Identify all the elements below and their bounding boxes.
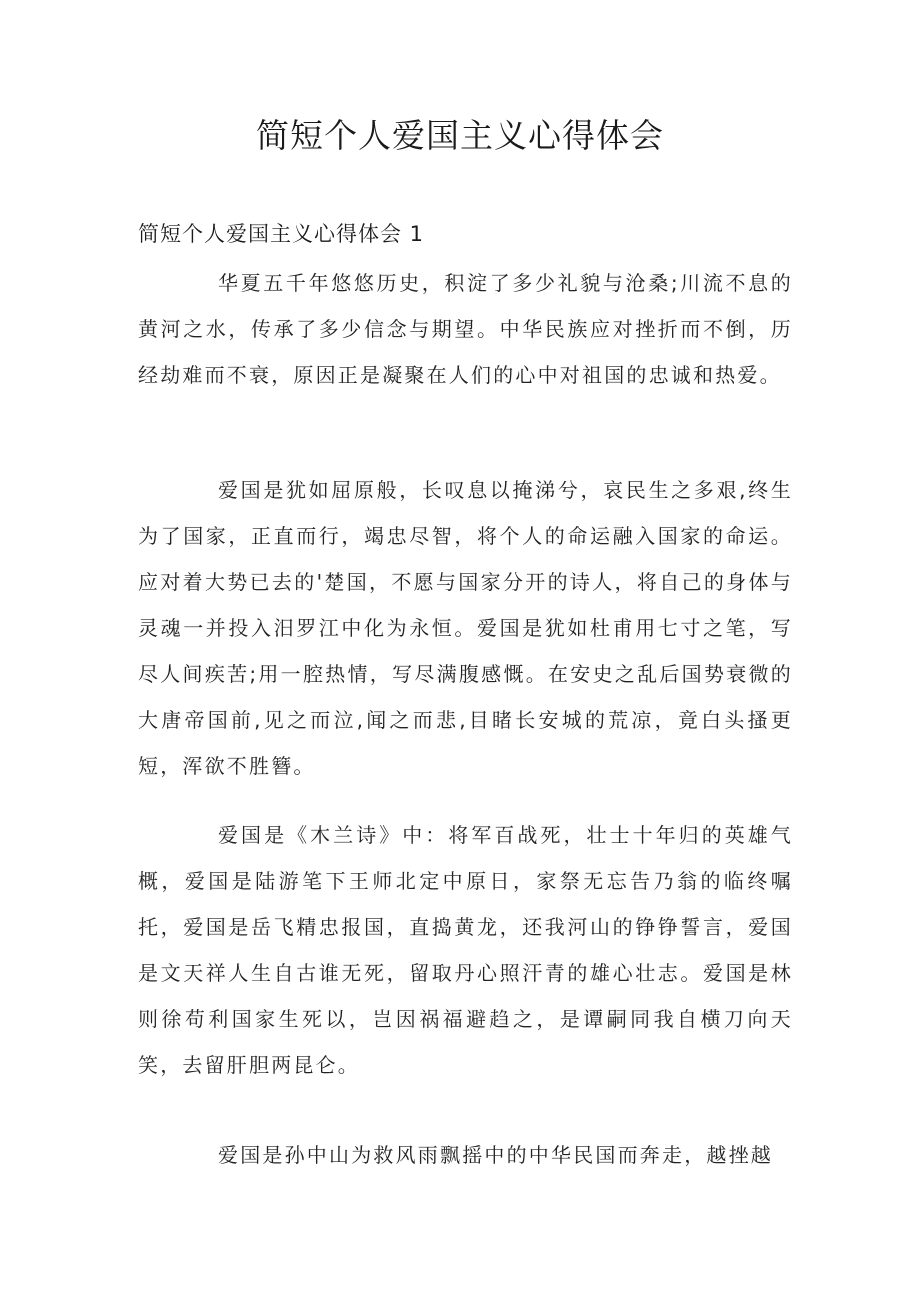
paragraph-1: 华夏五千年悠悠历史，积淀了多少礼貌与沧桑;川流不息的黄河之水，传承了多少信念与期望。中华民族应对挫折而不倒，历经劫难而不衰，原因正是凝聚在人们的心中对祖国的忠诚和热爱。 bbox=[138, 271, 793, 387]
paragraph-4: 爱国是孙中山为救风雨飘摇中的中华民国而奔走，越挫越 bbox=[218, 1143, 773, 1167]
paragraph-3: 爱国是《木兰诗》中：将军百战死，壮士十年归的英雄气概，爱国是陆游笔下王师北定中原日，家祭无忘告乃翁的临终嘱托，爱国是岳飞精忠报国，直捣黄龙，还我河山的铮铮誓言，爱国是文天祥人生自古谁无死，留取丹心照汗青的雄心壮志。爱国是林则徐苟利国家生死以，岂因祸福避趋之，是谭嗣同我自横刀向天笑，去留肝胆两昆仑。 bbox=[138, 823, 793, 1077]
document-title: 简短个人爱国主义心得体会 bbox=[256, 116, 664, 155]
paragraph-2: 爱国是犹如屈原般，长叹息以掩涕兮，哀民生之多艰,终生为了国家，正直而行，竭忠尽智，将个人的命运融入国家的命运。应对着大势已去的'楚国，不愿与国家分开的诗人，将自己的身体与灵魂一并投入汨罗江中化为永恒。爱国是犹如杜甫用七寸之笔，写尽人间疾苦;用一腔热情，写尽满腹感慨。在安史之乱后国势衰微的大唐帝国前,见之而泣,闻之而悲,目睹长安城的荒凉，竟白头搔更短，浑欲不胜簪。 bbox=[138, 478, 793, 778]
section-heading: 简短个人爱国主义心得体会 1 bbox=[138, 222, 425, 246]
